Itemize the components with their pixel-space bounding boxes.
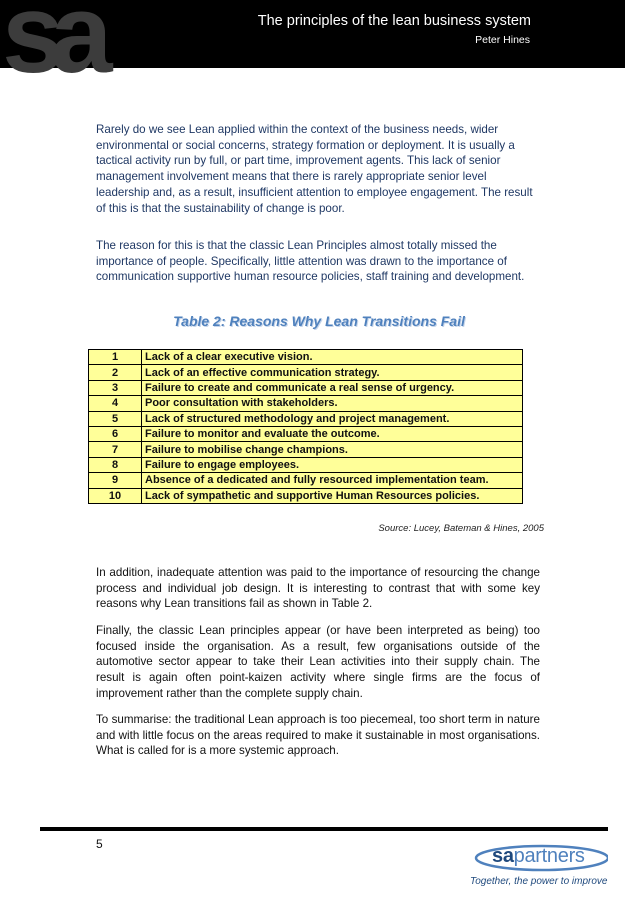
reason-text: Lack of sympathetic and supportive Human Resources policies.: [142, 488, 523, 503]
brand-name: [492, 845, 585, 868]
table-row: [89, 473, 523, 488]
sapartners-logo: [468, 843, 608, 891]
table-row: [89, 396, 523, 411]
paragraph-1: Rarely do we see Lean applied within the context of the business needs, wider environmental or social concerns, strategy formation or deployment. It is usually a tactical activity run by full, or part time, improvement agents. This lack of senior management involvement means that there is rarely appropriate senior level leadership and, as a result, insufficient attention to employee engagement. The result of this is that the sustainability of change is poor.: [96, 123, 533, 215]
paragraph-3: In addition, inadequate attention was paid to the importance of resourcing the change process and individual job design. It is interesting to contrast that with some key reasons why Lean transitions fail as shown in Table 2.: [96, 566, 540, 611]
table-row: [89, 442, 523, 457]
document-title: The principles of the lean business system: [257, 13, 531, 29]
paragraph-4: Finally, the classic Lean principles appear (or have been interpreted as being) too focused inside the organisation. As a result, few organisations outside of the automotive sector appear to take their Lean activities into their supply chain. The result is again often point-kaizen activity where single firms are the focus of improvement rather than the complete supply chain.: [96, 624, 540, 700]
page-header: [0, 0, 625, 96]
document-author: Peter Hines: [475, 34, 530, 46]
reasons-table: [88, 349, 523, 504]
reason-number: 5: [89, 411, 142, 426]
brand-tagline: Together, the power to improve: [470, 876, 608, 887]
reason-number: 6: [89, 426, 142, 441]
reason-number: 7: [89, 442, 142, 457]
table-row: [89, 365, 523, 380]
reason-text: Failure to mobilise change champions.: [142, 442, 523, 457]
reason-text: Lack of an effective communication strategy.: [142, 365, 523, 380]
paragraph-2: The reason for this is that the classic Lean Principles almost totally missed the importance of people. Specifically, little attention was drawn to the importance of communication supportive human resource policies, staff training and development.: [96, 239, 525, 284]
reason-number: 2: [89, 365, 142, 380]
table-source: Source: Lucey, Bateman & Hines, 2005: [378, 523, 544, 534]
footer-divider: [40, 827, 608, 831]
reason-text: Failure to create and communicate a real sense of urgency.: [142, 380, 523, 395]
brand-sa: sa: [492, 845, 514, 867]
reason-text: Absence of a dedicated and fully resourced implementation team.: [142, 473, 523, 488]
reason-number: 4: [89, 396, 142, 411]
reason-number: 3: [89, 380, 142, 395]
reason-text: Lack of structured methodology and project management.: [142, 411, 523, 426]
reason-number: 1: [89, 350, 142, 365]
reason-text: Failure to engage employees.: [142, 457, 523, 472]
table-row: [89, 488, 523, 503]
table-row: [89, 457, 523, 472]
reason-number: 9: [89, 473, 142, 488]
table-row: [89, 380, 523, 395]
reason-text: Lack of a clear executive vision.: [142, 350, 523, 365]
table-title: Table 2: Reasons Why Lean Transitions Fail: [173, 313, 465, 329]
reason-text: Failure to monitor and evaluate the outcome.: [142, 426, 523, 441]
table-row: [89, 411, 523, 426]
page-number: 5: [96, 837, 103, 851]
reason-number: 10: [89, 488, 142, 503]
reason-text: Poor consultation with stakeholders.: [142, 396, 523, 411]
table-row: [89, 350, 523, 365]
reason-number: 8: [89, 457, 142, 472]
header-logo: sa: [2, 0, 99, 96]
paragraph-5: To summarise: the traditional Lean approach is too piecemeal, too short term in nature and with little focus on the areas required to make it sustainable in most organisations. What is called for is a more systemic approach.: [96, 713, 540, 758]
table-row: [89, 426, 523, 441]
brand-partners: partners: [513, 845, 585, 867]
